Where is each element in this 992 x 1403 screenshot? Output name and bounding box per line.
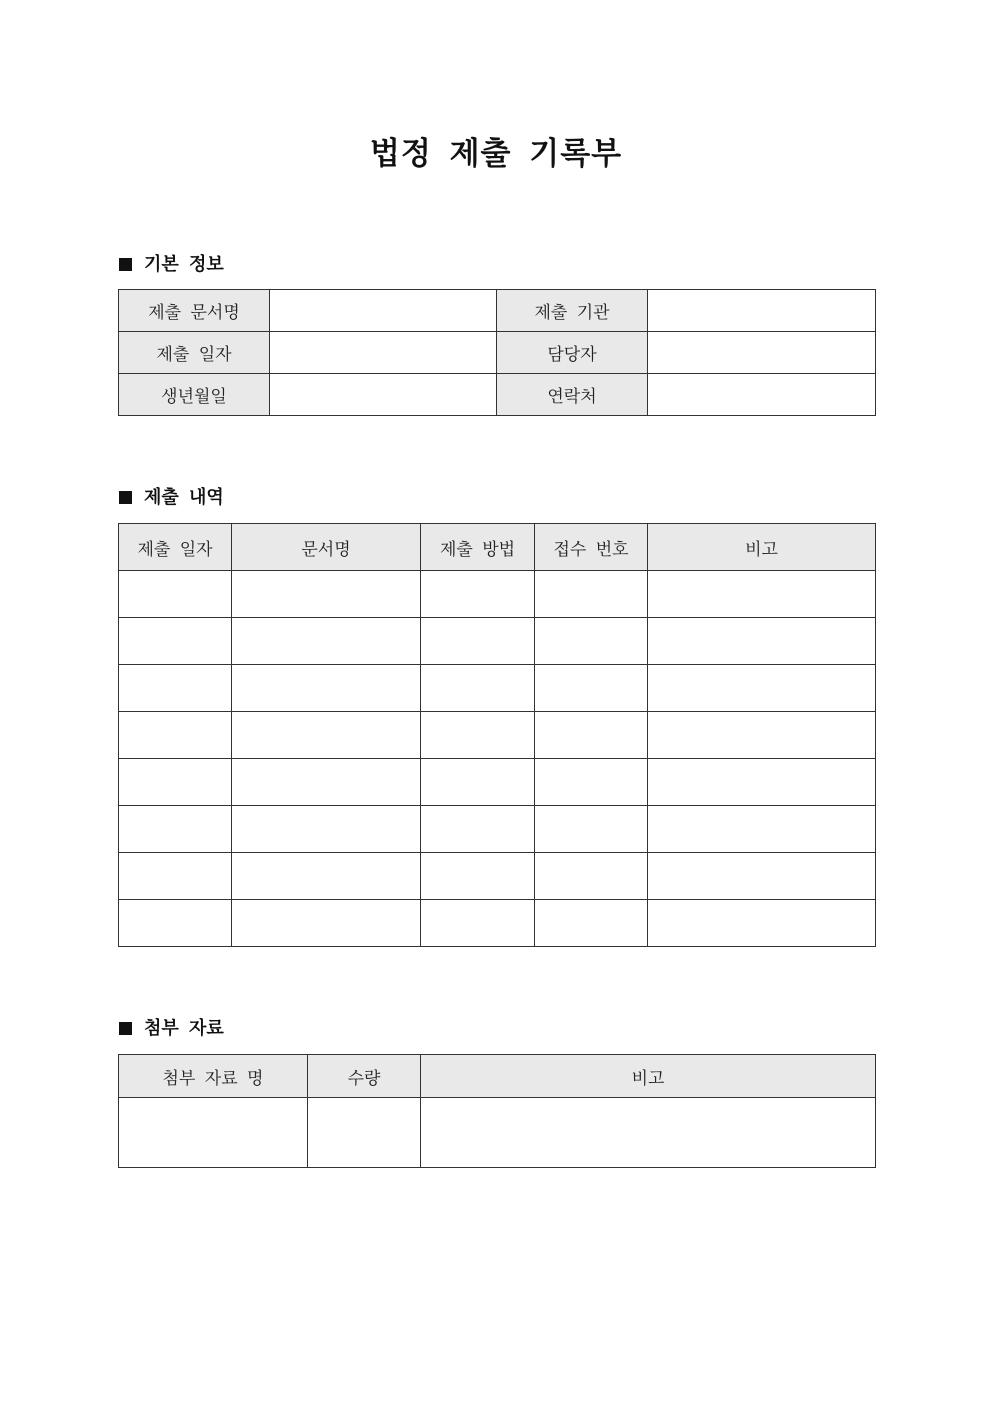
table-row — [119, 900, 876, 947]
remarks-cell[interactable] — [648, 759, 876, 806]
remarks-cell[interactable] — [648, 665, 876, 712]
receipt-number-cell[interactable] — [535, 806, 648, 853]
table-row — [119, 853, 876, 900]
remarks-cell[interactable] — [648, 712, 876, 759]
column-header-method: 제출 방법 — [421, 524, 535, 571]
remarks-cell[interactable] — [648, 618, 876, 665]
basic-info-row — [119, 332, 876, 374]
basic-info-heading — [119, 253, 224, 277]
birth-date-field[interactable] — [270, 374, 497, 416]
document-name-field[interactable] — [270, 290, 497, 332]
document-cell[interactable] — [232, 853, 421, 900]
contact-label: 연락처 — [497, 374, 648, 416]
receipt-number-cell[interactable] — [535, 759, 648, 806]
manager-field[interactable] — [648, 332, 876, 374]
date-cell[interactable] — [119, 759, 232, 806]
method-cell[interactable] — [421, 571, 535, 618]
method-cell[interactable] — [421, 853, 535, 900]
document-cell[interactable] — [232, 806, 421, 853]
institution-field[interactable] — [648, 290, 876, 332]
page-title: 법정 제출 기록부 — [369, 136, 623, 172]
remarks-cell[interactable] — [648, 571, 876, 618]
document-cell[interactable] — [232, 571, 421, 618]
document-cell[interactable] — [232, 759, 421, 806]
attachments-heading — [119, 1017, 224, 1041]
contact-field[interactable] — [648, 374, 876, 416]
document-cell[interactable] — [232, 712, 421, 759]
receipt-number-cell[interactable] — [535, 571, 648, 618]
date-cell[interactable] — [119, 806, 232, 853]
institution-label: 제출 기관 — [497, 290, 648, 332]
basic-info-table — [118, 289, 876, 416]
table-row — [119, 571, 876, 618]
column-header-document: 문서명 — [232, 524, 421, 571]
date-cell[interactable] — [119, 618, 232, 665]
basic-info-row — [119, 290, 876, 332]
submission-history-heading — [119, 486, 224, 510]
column-header-quantity: 수량 — [308, 1055, 421, 1098]
method-cell[interactable] — [421, 759, 535, 806]
remarks-cell[interactable] — [648, 853, 876, 900]
table-header-row — [119, 524, 876, 571]
table-row — [119, 618, 876, 665]
date-cell[interactable] — [119, 571, 232, 618]
column-header-receipt-number: 접수 번호 — [535, 524, 648, 571]
receipt-number-cell[interactable] — [535, 900, 648, 947]
table-row — [119, 712, 876, 759]
basic-info-row — [119, 374, 876, 416]
submission-history-table — [118, 523, 876, 947]
method-cell[interactable] — [421, 618, 535, 665]
method-cell[interactable] — [421, 900, 535, 947]
attachments-table — [118, 1054, 876, 1168]
basic-info-heading-text: 기본 정보 — [144, 254, 224, 275]
document-name-label: 제출 문서명 — [119, 290, 270, 332]
receipt-number-cell[interactable] — [535, 618, 648, 665]
square-bullet-icon — [119, 258, 132, 271]
method-cell[interactable] — [421, 806, 535, 853]
date-cell[interactable] — [119, 853, 232, 900]
document-cell[interactable] — [232, 665, 421, 712]
document-cell[interactable] — [232, 618, 421, 665]
date-cell[interactable] — [119, 900, 232, 947]
table-row — [119, 759, 876, 806]
method-cell[interactable] — [421, 712, 535, 759]
date-cell[interactable] — [119, 665, 232, 712]
receipt-number-cell[interactable] — [535, 853, 648, 900]
manager-label: 담당자 — [497, 332, 648, 374]
receipt-number-cell[interactable] — [535, 712, 648, 759]
document-cell[interactable] — [232, 900, 421, 947]
remarks-cell[interactable] — [648, 900, 876, 947]
birth-date-label: 생년월일 — [119, 374, 270, 416]
attachments-heading-text: 첨부 자료 — [144, 1018, 224, 1039]
table-header-row — [119, 1055, 876, 1098]
attachment-name-cell[interactable] — [119, 1098, 308, 1168]
square-bullet-icon — [119, 491, 132, 504]
submission-history-heading-text: 제출 내역 — [144, 487, 224, 508]
submission-date-field[interactable] — [270, 332, 497, 374]
receipt-number-cell[interactable] — [535, 665, 648, 712]
column-header-remarks: 비고 — [648, 524, 876, 571]
column-header-remarks: 비고 — [421, 1055, 876, 1098]
remarks-cell[interactable] — [648, 806, 876, 853]
table-row — [119, 806, 876, 853]
square-bullet-icon — [119, 1022, 132, 1035]
remarks-cell[interactable] — [421, 1098, 876, 1168]
column-header-date: 제출 일자 — [119, 524, 232, 571]
method-cell[interactable] — [421, 665, 535, 712]
column-header-attachment-name: 첨부 자료 명 — [119, 1055, 308, 1098]
quantity-cell[interactable] — [308, 1098, 421, 1168]
date-cell[interactable] — [119, 712, 232, 759]
submission-date-label: 제출 일자 — [119, 332, 270, 374]
table-row — [119, 1098, 876, 1168]
table-row — [119, 665, 876, 712]
